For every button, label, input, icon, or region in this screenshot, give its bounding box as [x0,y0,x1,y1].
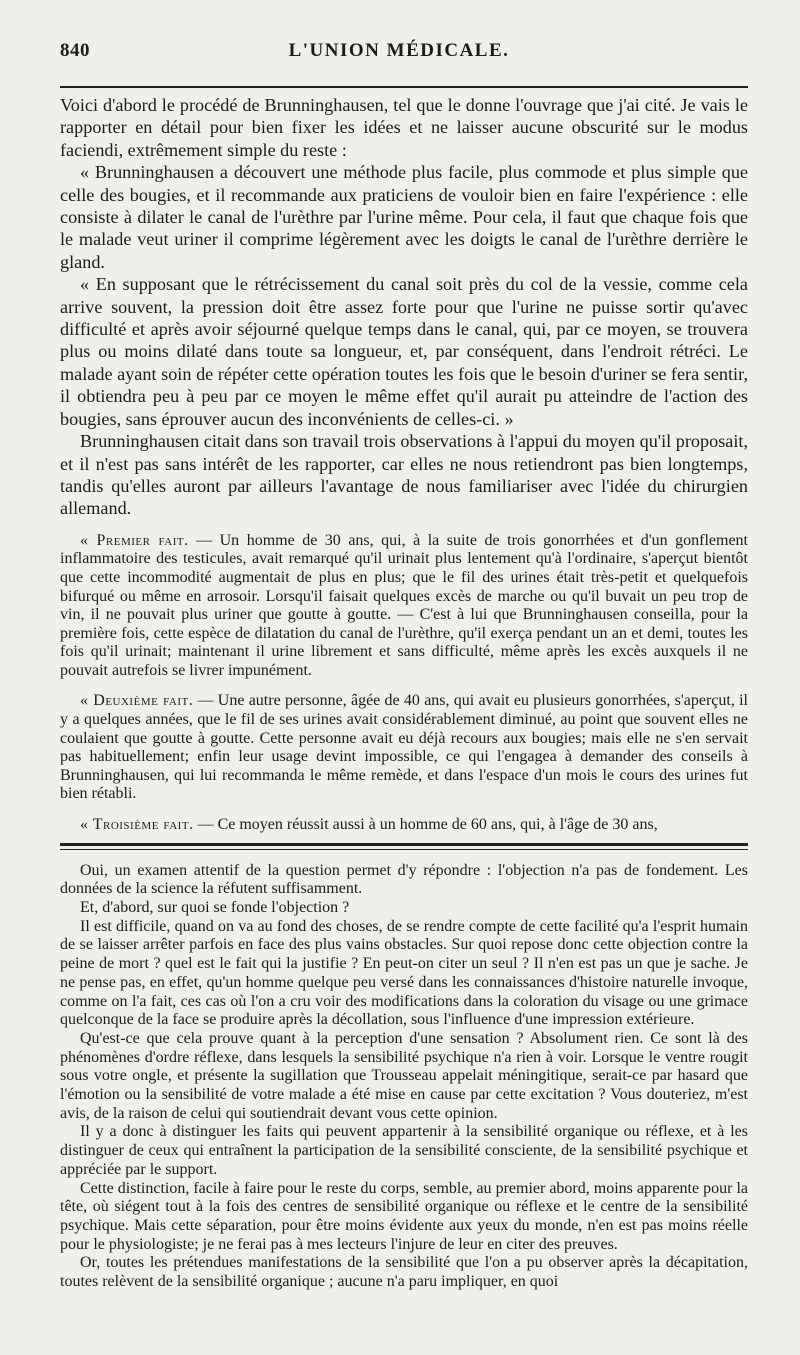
running-head [60,40,748,62]
case-paragraph-2 [60,692,748,804]
comment-paragraph: Brunninghausen citait dans son travail trois observations à l'appui du moyen qu'il proposait, et il n'est pas sans intérêt de les rapporter, car elles ne nous retiendront pas bien longtemps, tandis qu'elles auront par ailleurs l'avantage de nous familiariser avec l'idée du chirurgien allemand. [60,431,748,519]
article-body [60,862,748,1292]
article-paragraph: Et, d'abord, sur quoi se fonde l'objection ? [80,899,350,917]
case-text: — Un homme de 30 ans, qui, à la suite de trois gonorrhées et d'un gonflement inflammatoire des testicules, avait remarqué qu'il urinait plus lentement qu'à l'ordinaire, s'aperçut bientôt que cette incommodité augmentait de plus en plus; que le fil des urines était très-petit et quelquefois bifurqué ou même en arrosoir. Lorsqu'il faisait quelques excès de marche ou qu'il buvait un peu trop de vin, il ne pouvait plus uriner que goutte à goutte. — C'est à lui que Brunninghausen conseilla, pour la première fois, cette espèce de dilatation du canal de l'urèthre, qu'il exerça pendant un an et demi, toutes les fois qu'il urinait; maintenant il urine librement et sans difficulté, même après les excès auxquels il ne pouvait autrefois se livrer impunément. [60,531,748,679]
case-label: « Deuxième fait. [80,692,194,710]
case-text: — Une autre personne, âgée de 40 ans, qui avait eu plusieurs gonorrhées, s'aperçut, il y a quelques années, que le fil de ses urines avait considérablement diminué, au point que souvent elles ne coulaient que goutte à goutte. Cette personne avait eu déjà recours aux bougies; mais elle ne s'en servait pas habituellement; enfin leur usage devint impossible, ce qui l'engagea à demander des conseils à Brunninghausen, qui lui recommanda le même remède, et dans l'espace d'un mois le cours des urines fut bien rétabli. [60,692,749,803]
article-paragraph: Il y a donc à distinguer les faits qui peuvent appartenir à la sensibilité organique ou réflexe, et à les distinguer de ceux qui entraînent la participation de la sensibilité consciente, de la sensibilité psychique et appréciée par le support. [60,1123,748,1178]
case-paragraph-3 [60,816,748,835]
page-number: 840 [60,40,90,61]
case-paragraph-1 [60,532,748,681]
header-rule [60,86,748,88]
article-paragraph: Oui, un examen attentif de la question permet d'y répondre : l'objection n'a pas de fondement. Les données de la science la réfutent suffisamment. [60,861,748,898]
quote-paragraph-1: « Brunninghausen a découvert une méthode plus facile, plus commode et plus simple que celle des bougies, et il recommande aux praticiens de vouloir bien en faire l'expérience : elle consiste à dilater le canal de l'urèthre par l'urine même. Pour cela, il faut que chaque fois que le malade veut uriner il comprime légèrement avec les doigts le canal de l'urèthre derrière le gland. [60,162,748,272]
journal-title: L'UNION MÉDICALE. [288,40,510,61]
article-paragraph: Il est difficile, quand on va au fond des choses, de se rendre compte de cette facilité qu'a l'esprit humain de se laisser arrêter parfois en face des plus vains obstacles. Sur quoi repose donc cette objection contre la peine de mort ? quel est le fait qui la justifie ? En peut-on citer un seul ? Il n'en est pas un que je sache. Je ne pense pas, en effet, qu'un homme quelque peu versé dans les connaissances d'histoire naturelle invoque, comme on l'a fait, ces cas où l'on a cru voir des modifications dans la coloration du visage ou une grimace quelconque de la face se produire après la décollation, sous l'influence d'une impression extérieure. [60,917,748,1029]
spacer [60,804,748,816]
case-label: « Troisième fait. [80,816,194,834]
article-paragraph: Or, toutes les prétendues manifestations de la sensibilité que l'on a pu observer après la décapitation, toutes relèvent de la sensibilité organique ; aucune n'a paru impliquer, en quoi [60,1254,748,1291]
case-label: « Premier fait. [80,531,189,549]
quote-paragraph-2: « En supposant que le rétrécissement du canal soit près du col de la vessie, comme cela arrive souvent, la pression doit être assez forte pour que l'urine ne puisse sortir qu'avec difficulté et après avoir séjourné quelque temps dans le canal, qui, par ce moyen, se trouvera plus ou moins dilaté dans toute sa longueur, et, par conséquent, dans l'endroit rétréci. Le malade ayant soin de répéter cette opération toutes les fois que le besoin d'uriner se fera sentir, il obtiendra peu à peu par ce moyen le même effet qu'il aurait pu atteindre de l'action des bougies, sans éprouver aucun des inconvénients de celles-ci. » [60,274,748,429]
article-paragraph: Qu'est-ce que cela prouve quant à la perception d'une sensation ? Absolument rien. Ce sont là des phénomènes d'ordre réflexe, dans lesquels la sensibilité psychique n'a rien à voir. Lorsque le ventre rougit sous votre ongle, et présente la sugillation que Trousseau appelait méningitique, serait-ce par hasard que l'émotion ou la sensibilité de votre malade a été mise en cause par cette excitation ? Vous douteriez, m'est avis, de la raison de celui qui soutiendrait devant vous cette opinion. [60,1029,748,1122]
feuilleton [60,94,748,835]
feuilleton-intro: Voici d'abord le procédé de Brunninghausen, tel que le donne l'ouvrage que j'ai cité. Je vais le rapporter en détail pour bien fixer les idées et ne laisser aucune obscurité sur le modus faciendi, extrêmement simple du reste : [60,95,748,160]
spacer [60,520,748,532]
spacer [60,680,748,692]
section-divider [60,843,748,850]
case-text: — Ce moyen réussit aussi à un homme de 60 ans, qui, à l'âge de 30 ans, [193,816,658,834]
article-paragraph: Cette distinction, facile à faire pour le reste du corps, semble, au premier abord, moins apparente pour la tête, où siégent tout à la fois des centres de sensibilité organique ou réflexe et le centre de la sensibilité psychique. Mais cette séparation, pour être moins évidente aux yeux du monde, n'en est pas moins réelle pour le physiologiste; je ne ferai pas à mes lecteurs l'injure de leur en citer des preuves. [60,1179,748,1253]
